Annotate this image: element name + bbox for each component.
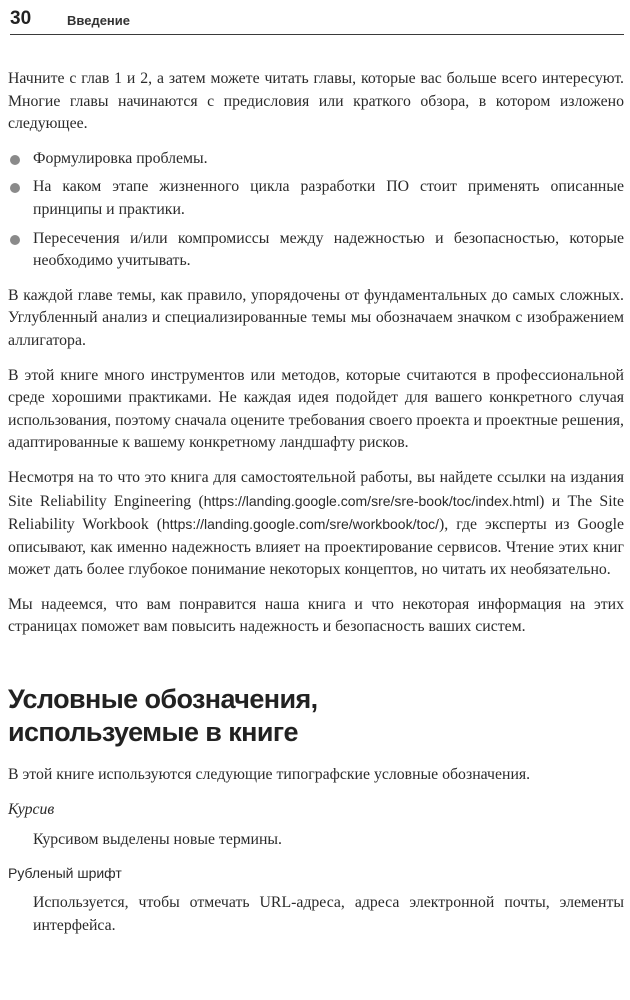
references-text-3: ), где эксперты из Google описывают, как именно надежность влияет на проектирование сервисов. Чтение этих книг может дать более глубокое понимание некоторых концептов, но читать их необязательно.	[8, 516, 624, 579]
page-number: 30	[10, 8, 32, 29]
list-item-text: Формулировка проблемы.	[33, 149, 208, 167]
sre-book-link[interactable]: https://landing.google.com/sre/sre-book/toc/index.html	[203, 492, 540, 509]
list-item-text: Пересечения и/или компромиссы между надежностью и безопасностью, которые необходимо учитывать.	[33, 229, 624, 270]
tools-paragraph: В этой книге много инструментов или методов, которые считаются в профессиональной среде хорошими практиками. Не каждая идея подойдет для вашего конкретного случая использования, поэтому сначала оцените требования своего проекта и проектные решения, адаптированные к вашему конкретному ландшафту рисков.	[8, 366, 624, 452]
section-title-line-2: используемые в книге	[8, 717, 298, 748]
sre-workbook-link[interactable]: https://landing.google.com/sre/workbook/toc/	[162, 516, 440, 533]
section-title	[8, 683, 624, 749]
term-italic: Курсив	[8, 800, 55, 818]
list-item	[8, 228, 624, 273]
hope-paragraph: Мы надеемся, что вам понравится наша книга и что некоторая информация на этих страницах поможет вам повысить надежность и безопасность ваших систем.	[8, 595, 624, 636]
references-text-1: Несмотря на то что это книга для самостоятельной работы, вы найдете ссылки на издания Site Reliability Engineering (	[8, 468, 624, 510]
term-sans: Рубленый шрифт	[8, 864, 122, 881]
bullet-icon	[10, 183, 20, 193]
conventions-intro: В этой книге используются следующие типографские условные обозначения.	[8, 766, 531, 784]
intro-paragraph: Начните с глав 1 и 2, а затем можете читать главы, которые вас больше всего интересуют. Многие главы начинаются с предисловия или краткого обзора, в котором изложено следующее.	[8, 70, 624, 133]
list-item	[8, 176, 624, 221]
bullet-icon	[10, 155, 20, 165]
list-item-text: На каком этапе жизненного цикла разработки ПО стоит применять описанные принципы и практики.	[33, 178, 624, 218]
list-item	[8, 148, 624, 171]
running-title: Введение	[67, 13, 130, 28]
term-italic-definition: Курсивом выделены новые термины.	[33, 831, 282, 849]
references-text-2: ) и The Site Reliability Workbook (	[8, 492, 624, 534]
topics-paragraph: В каждой главе темы, как правило, упорядочены от фундаментальных до самых сложных. Углубленный анализ и специализированные темы мы обозначаем значком с изображением аллигатора.	[8, 286, 624, 349]
bullet-list	[8, 148, 624, 273]
page-content	[8, 68, 624, 948]
references-paragraph	[8, 467, 624, 582]
term-sans-definition: Используется, чтобы отмечать URL-адреса, адреса электронной почты, элементы интерфейса.	[33, 894, 624, 935]
page-header	[10, 6, 624, 35]
section-title-line-1: Условные обозначения,	[8, 684, 318, 715]
bullet-icon	[10, 235, 20, 245]
